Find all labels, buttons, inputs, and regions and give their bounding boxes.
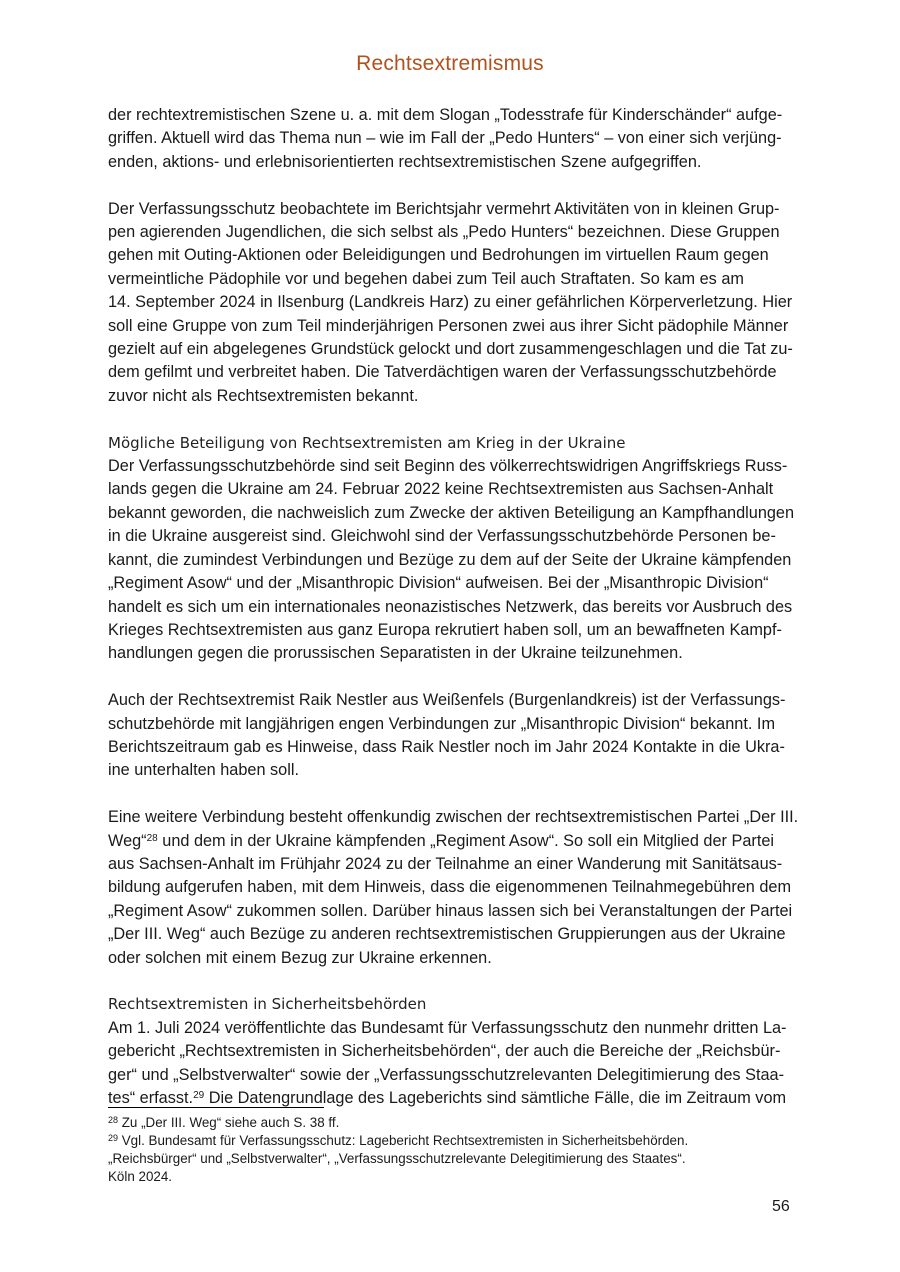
text-line: Auch der Rechtsextremist Raik Nestler aus Weißenfels (Burgenlandkreis) ist der Verfassungs- [108, 691, 786, 710]
paragraph [108, 806, 810, 970]
text-line: der rechtextremistischen Szene u. a. mit dem Slogan „Todesstrafe für Kinderschänder“ aufge- [108, 106, 783, 124]
footnote-29: $^{29}$ Vgl. Bundesamt für Verfassungsschutz: Lagebericht Rechtsextremisten in Sicherheitsbehörden. [108, 1133, 689, 1148]
page-number: 56 [772, 1198, 790, 1215]
text-line: handelt es sich um ein internationales neonazistisches Netzwerk, das bereits vor Ausbruch des [108, 597, 793, 616]
text-line: zuvor nicht als Rechtsextremisten bekannt. [108, 386, 419, 405]
paragraph [108, 198, 810, 409]
text-line: oder solchen mit einem Bezug zur Ukraine erkennen. [108, 948, 492, 967]
text-line: ine unterhalten haben soll. [108, 761, 299, 780]
text-line: soll eine Gruppe von zum Teil minderjährigen Personen zwei aus ihrer Sicht pädophile Männer [108, 316, 789, 335]
text-line: lands gegen die Ukraine am 24. Februar 2022 keine Rechtsextremisten aus Sachsen-Anhalt [108, 480, 774, 499]
footnotes [108, 1114, 808, 1186]
text-line: bekannt geworden, die nachweislich zum Zwecke der aktiven Beteiligung an Kampfhandlungen [108, 503, 795, 522]
text-line: Weg“$^{28}$ und dem in der Ukraine kämpfenden „Regiment Asow“. So soll ein Mitglied der Partei [108, 831, 775, 850]
text-line: Krieges Rechtsextremisten aus ganz Europa rekrutiert haben soll, um an bewaffneten Kampf- [108, 620, 782, 639]
text-line: „Regiment Asow“ zukommen sollen. Darüber hinaus lassen sich bei Veranstaltungen der Partei [108, 901, 793, 920]
text-line: Der Verfassungsschutz beobachtete im Berichtsjahr vermehrt Aktivitäten von in kleinen Grup- [108, 199, 780, 218]
footnote-line: „Reichsbürger“ und „Selbstverwalter“, „Verfassungsschutzrelevante Delegitimierung des Staates“. [108, 1151, 686, 1166]
paragraph [108, 1017, 810, 1111]
section-heading: Rechtsextremisten in Sicherheitsbehörden [108, 995, 427, 1014]
text-line: Berichtszeitraum gab es Hinweise, dass Raik Nestler noch im Jahr 2024 Kontakte in die Ukra- [108, 737, 785, 756]
section-heading: Mögliche Beteiligung von Rechtsextremisten am Krieg in der Ukraine [108, 433, 626, 452]
paragraph [108, 689, 810, 783]
text-line: „Regiment Asow“ und der „Misanthropic Division“ aufweisen. Bei der „Misanthropic Division“ [108, 574, 769, 593]
text-line: Eine weitere Verbindung besteht offenkundig zwischen der rechtsextremistischen Partei „Der III. [108, 808, 799, 827]
footnote-line: Köln 2024. [108, 1169, 173, 1184]
paragraph [108, 455, 810, 666]
text-line: dem gefilmt und verbreitet haben. Die Tatverdächtigen waren der Verfassungsschutzbehörde [108, 363, 777, 382]
text-line: „Der III. Weg“ auch Bezüge zu anderen rechtsextremistischen Gruppierungen aus der Ukraine [108, 925, 786, 944]
footnote-divider [108, 1107, 324, 1108]
footnote-28: $^{28}$ Zu „Der III. Weg“ siehe auch S. 38 ff. [108, 1115, 340, 1130]
text-line: Am 1. Juli 2024 veröffentlichte das Bundesamt für Verfassungsschutz den nunmehr dritten La- [108, 1018, 787, 1037]
text-line: in die Ukraine ausgereist sind. Gleichwohl sind der Verfassungsschutzbehörde Personen be- [108, 527, 776, 546]
text-line: kannt, die zumindest Verbindungen und Bezüge zu dem auf der Seite der Ukraine kämpfenden [108, 550, 792, 569]
text-line: enden, aktions- und erlebnisorientierten rechtsextremistischen Szene aufgegriffen. [108, 152, 702, 171]
text-line: vermeintliche Pädophile vor und begehen dabei zum Teil auch Straftaten. So kam es am [108, 269, 744, 288]
text-line: bildung aufgerufen haben, mit dem Hinweis, dass die eigenommenen Teilnahmegebühren dem [108, 878, 792, 897]
footnote-ref-28[interactable]: 28 [146, 832, 158, 844]
text-line: ger“ und „Selbstverwalter“ sowie der „Verfassungsschutzrelevanten Delegitimierung des Staa- [108, 1065, 784, 1084]
text-line: tes“ erfasst.$^{29}$ Die Datengrundlage des Lageberichts sind sämtliche Fälle, die im Zeitraum vom [108, 1088, 787, 1107]
text-line: gehen mit Outing-Aktionen oder Beleidigungen und Bedrohungen im virtuellen Raum gegen [108, 246, 769, 265]
footnote-ref-29[interactable]: 29 [193, 1089, 205, 1101]
text-line: gebericht „Rechtsextremisten in Sicherheitsbehörden“, der auch die Bereiche der „Reichsbür- [108, 1042, 781, 1061]
body-text [108, 104, 810, 1110]
text-line: aus Sachsen-Anhalt im Frühjahr 2024 zu der Teilnahme an einer Wanderung mit Sanitätsaus- [108, 854, 783, 873]
text-line: 14. September 2024 in Ilsenburg (Landkreis Harz) zu einer gefährlichen Körperverletzung. Hier [108, 293, 793, 312]
text-line: griffen. Aktuell wird das Thema nun – wie im Fall der „Pedo Hunters“ – von einer sich verjüng- [108, 129, 782, 148]
text-line: handlungen gegen die prorussischen Separatisten in der Ukraine teilzunehmen. [108, 644, 683, 663]
text-line: Der Verfassungsschutzbehörde sind seit Beginn des völkerrechtswidrigen Angriffskriegs Russ- [108, 457, 788, 476]
paragraph [108, 104, 810, 174]
page-header-title: Rechtsextremismus [356, 52, 544, 75]
text-line: pen agierenden Jugendlichen, die sich selbst als „Pedo Hunters“ bezeichnen. Diese Gruppen [108, 223, 780, 242]
text-line: gezielt auf ein abgelegenes Grundstück gelockt und dort zusammengeschlagen und die Tat zu- [108, 340, 793, 359]
text-line: schutzbehörde mit langjährigen engen Verbindungen zur „Misanthropic Division“ bekannt. Im [108, 714, 776, 733]
